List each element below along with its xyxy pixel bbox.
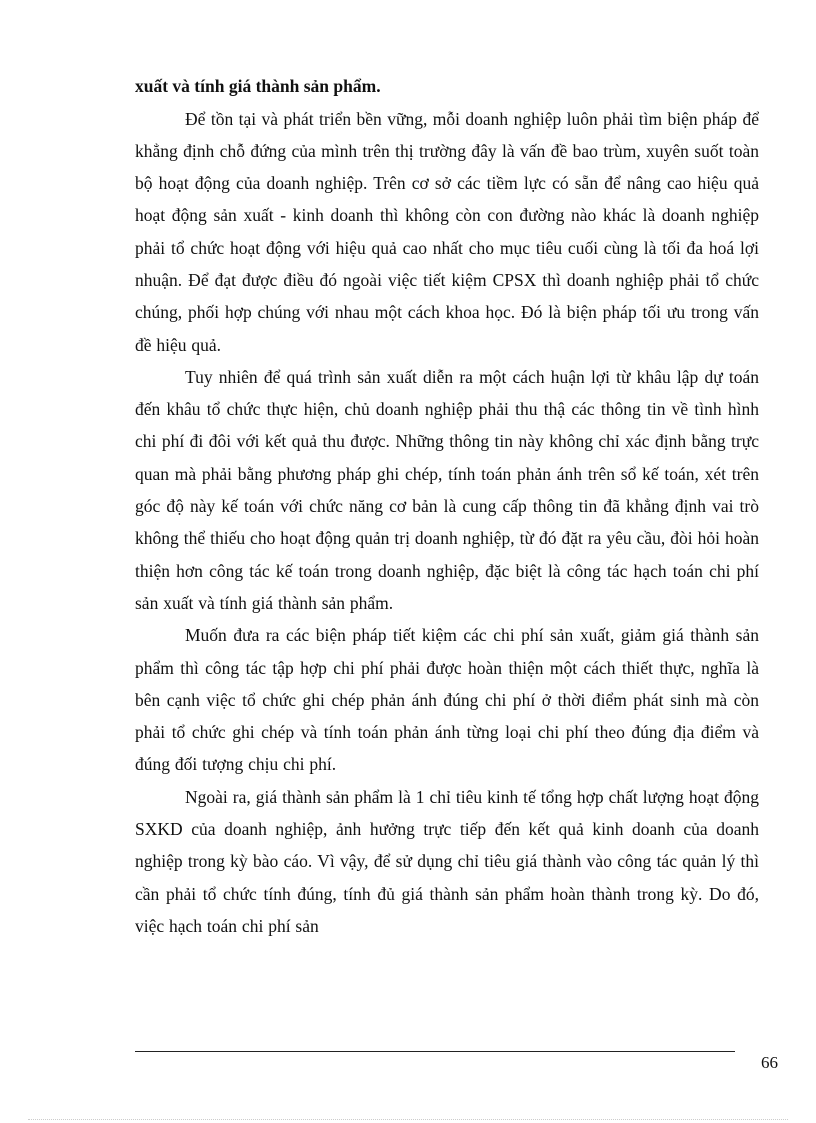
paragraph-2: Tuy nhiên để quá trình sản xuất diễn ra một cách huận lợi từ khâu lập dự toán đến khâu tổ chức thực hiện, chủ doanh nghiệp phải thu thậ các thông tin về tình hình chi phí đi đôi với kết quả thu được. Những thông tin này không chỉ xác định bằng trực quan mà phải bằng phương pháp ghi chép, tính toán phản ánh trên sổ kế toán, xét trên góc độ này kế toán với chức năng cơ bản là cung cấp thông tin đã khẳng định vai trò không thể thiếu cho hoạt động quản trị doanh nghiệp, từ đó đặt ra yêu cầu, đòi hỏi hoàn thiện hơn công tác kế toán trong doanh nghiệp, đặc biệt là công tác hạch toán chi phí sản xuất và tính giá thành sản phẩm.	[135, 366, 759, 613]
section-heading-continuation: xuất và tính giá thành sản phẩm.	[135, 76, 381, 96]
page-bottom-dotted-edge	[28, 1119, 788, 1120]
footer-divider	[135, 1051, 735, 1052]
page-number: 66	[761, 1053, 778, 1072]
page-body	[135, 70, 759, 942]
paragraph-3: Muốn đưa ra các biện pháp tiết kiệm các chi phí sản xuất, giảm giá thành sản phẩm thì công tác tập hợp chi phí phải được hoàn thiện một cách thiết thực, nghĩa là bên cạnh việc tổ chức ghi chép phản ánh đúng chi phí ở thời điểm phát sinh mà còn phải tổ chức ghi chép và tính toán phản ánh từng loại chi phí theo đúng địa điểm và đúng đối tượng chịu chi phí.	[135, 625, 759, 775]
paragraph-1: Để tồn tại và phát triển bền vững, mỗi doanh nghiệp luôn phải tìm biện pháp để khẳng định chỗ đứng của mình trên thị trường đây là vấn đề bao trùm, xuyên suốt toàn bộ hoạt động của doanh nghiệp. Trên cơ sở các tiềm lực có sẵn để nâng cao hiệu quả hoạt động sản xuất - kinh doanh thì không còn con đường nào khác là doanh nghiệp phải tổ chức hoạt động với hiệu quả cao nhất cho mục tiêu cuối cùng là tối đa hoá lợi nhuận. Để đạt được điều đó ngoài việc tiết kiệm CPSX thì doanh nghiệp phải tổ chức chúng, phối hợp chúng với nhau một cách khoa học. Đó là biện pháp tối ưu trong vấn đề hiệu quả.	[135, 108, 759, 355]
paragraph-4: Ngoài ra, giá thành sản phẩm là 1 chỉ tiêu kinh tế tổng hợp chất lượng hoạt động SXKD của doanh nghiệp, ảnh hưởng trực tiếp đến kết quả kinh doanh của doanh nghiệp trong kỳ bào cáo. Vì vậy, để sử dụng chỉ tiêu giá thành vào công tác quản lý thì cần phải tổ chức tính đúng, tính đủ giá thành sản phẩm hoàn thành trong kỳ. Do đó, việc hạch toán chi phí sản	[135, 786, 759, 936]
